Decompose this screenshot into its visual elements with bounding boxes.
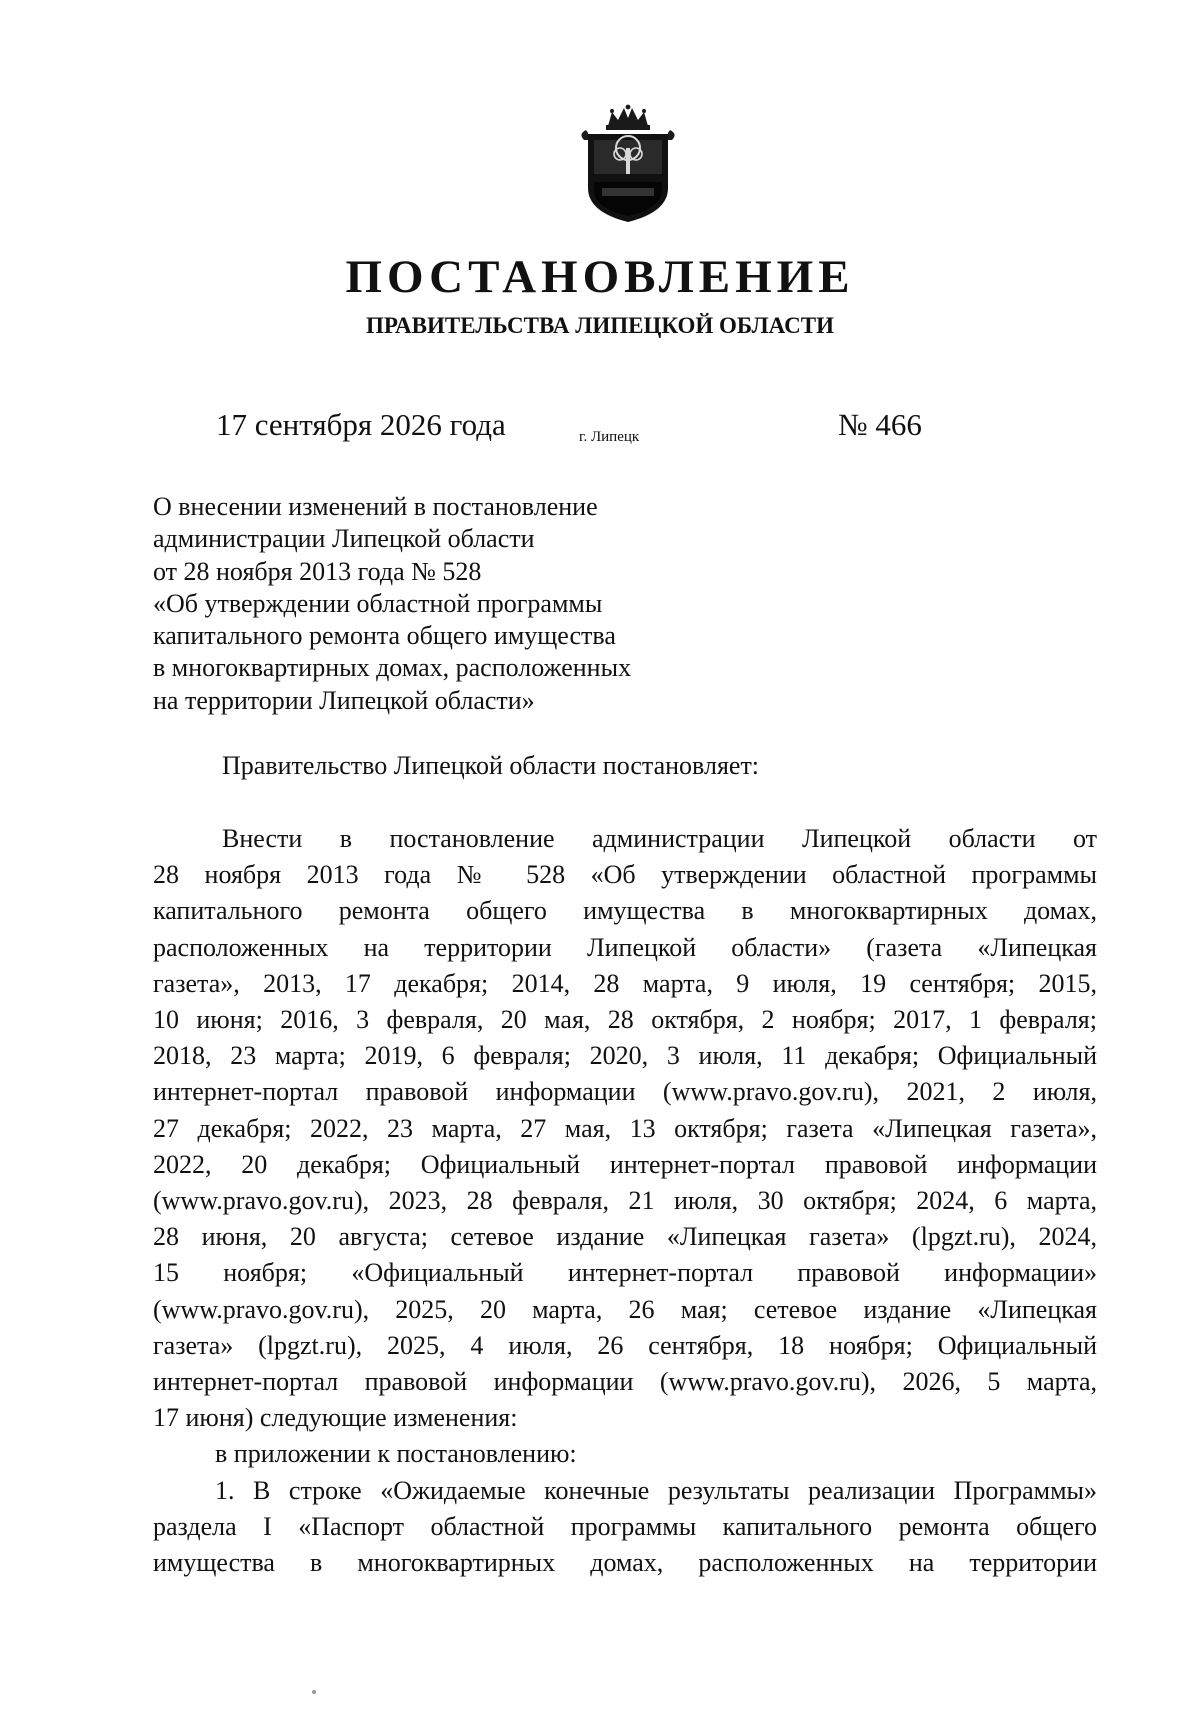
body-line: интернет-портал правовой информации (www.pravo.gov.ru), 2026, 5 марта, <box>153 1367 1097 1397</box>
document-number: № 466 <box>838 407 922 442</box>
subject-line: от 28 ноября 2013 года № 528 <box>153 556 482 586</box>
subject-line: О внесении изменений в постановление <box>153 492 598 521</box>
body-line: 28 ноября 2013 года № 528 «Об утверждении областной программы <box>153 860 1097 890</box>
document-issuer: ПРАВИТЕЛЬСТВА ЛИПЕЦКОЙ ОБЛАСТИ <box>366 313 834 338</box>
scan-speck <box>312 1690 316 1694</box>
body-line: 10 июня; 2016, 3 февраля, 20 мая, 28 октября, 2 ноября; 2017, 1 февраля; <box>153 1005 1097 1035</box>
document-city: г. Липецк <box>579 429 640 445</box>
body-line: имущества в многоквартирных домах, расположенных на территории <box>153 1548 1097 1578</box>
body-line: расположенных на территории Липецкой области» (газета «Липецкая <box>153 932 1097 962</box>
document-body <box>153 821 1097 1581</box>
body-line: 2022, 20 декабря; Официальный интернет-портал правовой информации <box>153 1149 1097 1179</box>
body-line: в приложении к постановлению: <box>215 1439 577 1469</box>
body-line: 1. В строке «Ожидаемые конечные результаты реализации Программы» <box>215 1475 1097 1505</box>
subject-line: администрации Липецкой области <box>153 524 535 554</box>
body-line: 2018, 23 марта; 2019, 6 февраля; 2020, 3 июля, 11 декабря; Официальный <box>153 1041 1097 1071</box>
body-line: 15 ноября; «Официальный интернет-портал правовой информации» <box>153 1258 1097 1288</box>
body-line: 28 июня, 20 августа; сетевое издание «Липецкая газета» (lpgzt.ru), 2024, <box>153 1222 1097 1252</box>
body-line: газета», 2013, 17 декабря; 2014, 28 марта, 9 июля, 19 сентября; 2015, <box>153 968 1097 998</box>
coat-of-arms-icon <box>574 104 682 224</box>
document-subject <box>153 491 631 717</box>
subject-line: капитального ремонта общего имущества <box>153 621 616 651</box>
subject-line: в многоквартирных домах, расположенных <box>153 653 632 683</box>
body-line: (www.pravo.gov.ru), 2025, 20 марта, 26 мая; сетевое издание «Липецкая <box>153 1294 1097 1324</box>
body-line: раздела I «Паспорт областной программы капитального ремонта общего <box>153 1511 1097 1541</box>
subject-line: на территории Липецкой области» <box>153 685 535 715</box>
body-line: 17 июня) следующие изменения: <box>153 1403 518 1433</box>
body-line: капитального ремонта общего имущества в многоквартирных домах, <box>153 896 1097 926</box>
body-line: (www.pravo.gov.ru), 2023, 28 февраля, 21 июля, 30 октября; 2024, 6 марта, <box>153 1186 1097 1216</box>
body-line: Внести в постановление администрации Липецкой области от <box>222 824 1097 853</box>
document-type-title: ПОСТАНОВЛЕНИЕ <box>345 251 855 303</box>
body-line: 27 декабря; 2022, 23 марта, 27 мая, 13 октября; газета «Липецкая газета», <box>153 1113 1097 1143</box>
body-line: интернет-портал правовой информации (www.pravo.gov.ru), 2021, 2 июля, <box>153 1077 1097 1107</box>
body-line: газета» (lpgzt.ru), 2025, 4 июля, 26 сентября, 18 ноября; Официальный <box>153 1330 1097 1360</box>
preamble: Правительство Липецкой области постановляет: <box>222 751 760 780</box>
document-date: 17 сентября 2026 года <box>216 407 506 442</box>
subject-line: «Об утверждении областной программы <box>153 588 603 618</box>
